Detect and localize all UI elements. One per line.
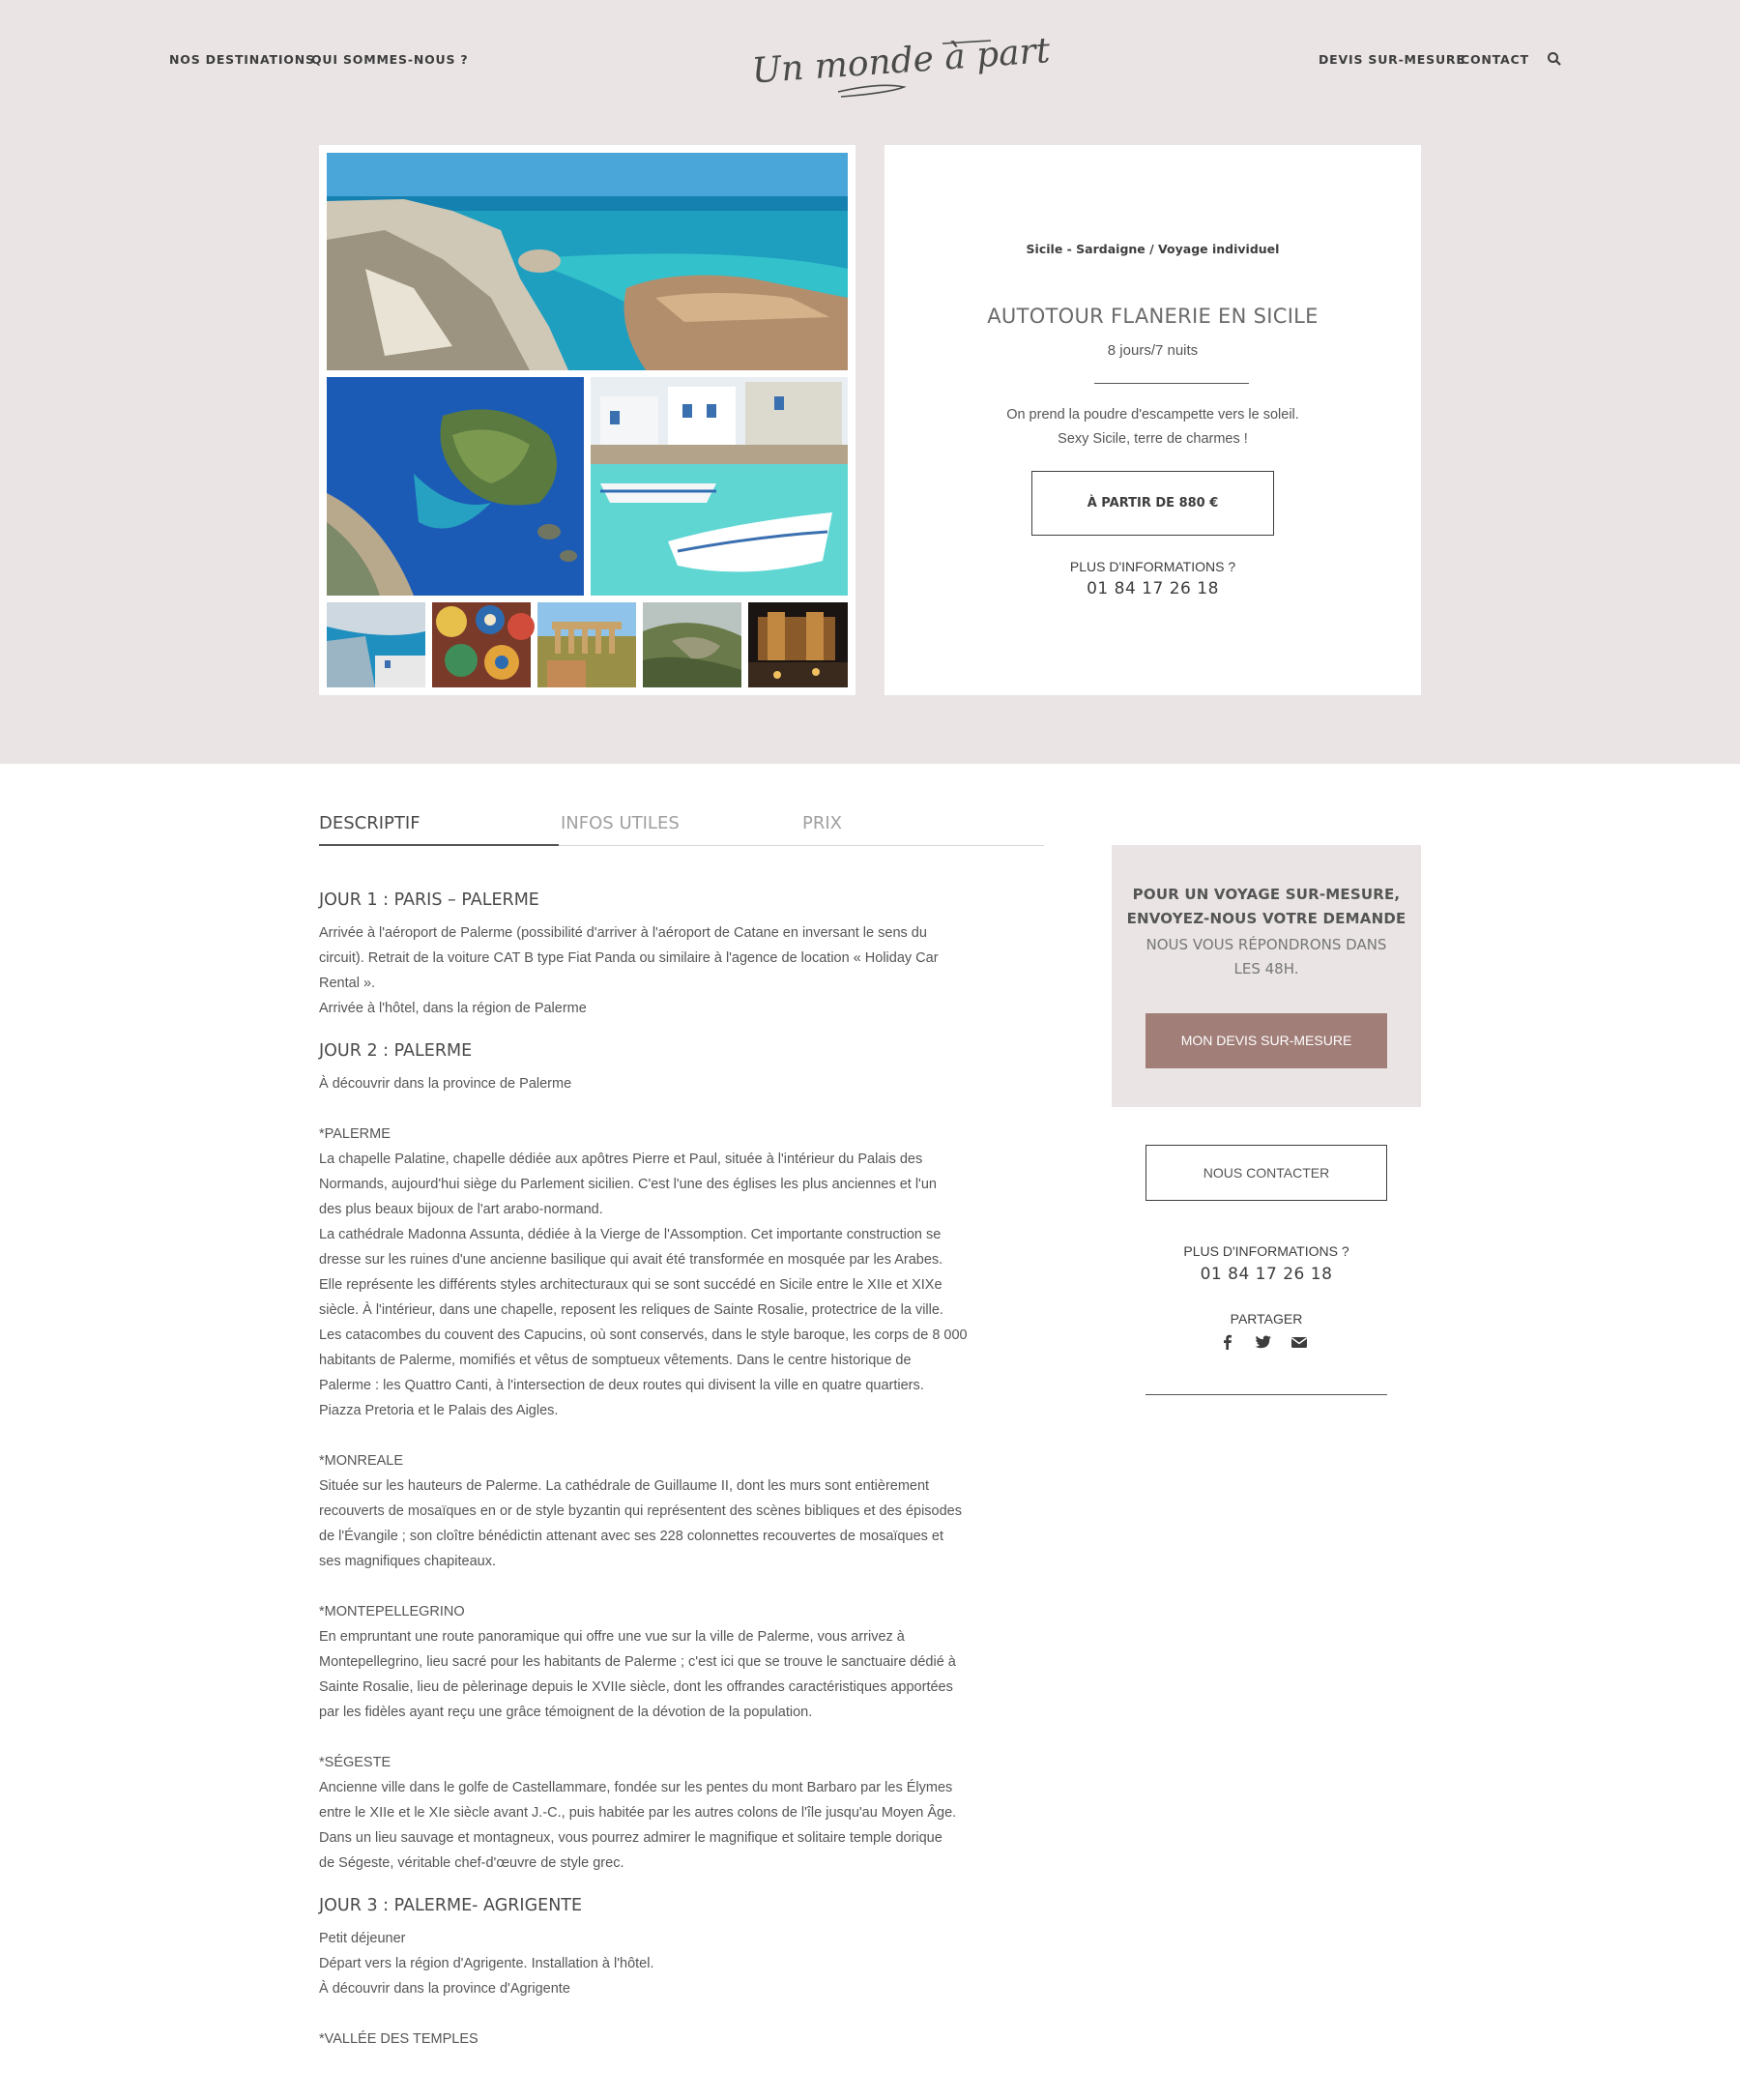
paragraph-line: de Ségeste, véritable chef-d'œuvre de style grec.: [319, 1855, 624, 1871]
search-icon[interactable]: [1546, 50, 1563, 68]
gallery-harbour-image[interactable]: [591, 377, 848, 596]
share-label: PARTAGER: [1230, 1311, 1303, 1327]
custom-quote-button[interactable]: MON DEVIS SUR-MESURE: [1146, 1013, 1387, 1068]
tab-infos-utiles[interactable]: INFOS UTILES: [561, 813, 680, 833]
sidebar-text-line-2: LES 48H.: [1233, 960, 1299, 977]
paragraph-line: habitants de Palerme, momifiés et vêtus de somptueux vêtements. Dans le centre historique de: [319, 1353, 912, 1368]
paragraph-line: Arrivée à l'aéroport de Palerme (possibilité d'arriver à l'aéroport de Catane en inversant le sens du: [319, 925, 927, 941]
more-info-label: PLUS D'INFORMATIONS ?: [1069, 559, 1236, 574]
paragraph-line: À découvrir dans la province d'Agrigente: [319, 1981, 570, 1997]
phone-number[interactable]: 01 84 17 26 18: [1087, 579, 1219, 598]
paragraph-line: dresse sur les ruines d'une ancienne basilique qui avait été transformée en mosquée par les Arabes.: [319, 1252, 943, 1268]
description-article: [319, 890, 1005, 2052]
gallery-thumb-4[interactable]: [643, 602, 741, 687]
paragraph-line: Arrivée à l'hôtel, dans la région de Palerme: [319, 1001, 587, 1016]
section-heading: *SÉGESTE: [319, 1755, 392, 1770]
svg-text:Un monde à part: Un monde à part: [750, 31, 1052, 92]
sidebar-phone-number[interactable]: 01 84 17 26 18: [1200, 1265, 1333, 1284]
paragraph-line: La cathédrale Madonna Assunta, dédiée à la Vierge de l'Assomption. Cet importante construction se: [319, 1227, 942, 1242]
active-tab-indicator: [319, 844, 559, 846]
contact-button[interactable]: NOUS CONTACTER: [1146, 1145, 1387, 1201]
day-1-title: JOUR 1 : PARIS – PALERME: [319, 890, 539, 910]
tagline-line-2: Sexy Sicile, terre de charmes !: [1058, 431, 1248, 447]
price-button[interactable]: À PARTIR DE 880 €: [1031, 471, 1274, 536]
paragraph-line: Dans un lieu sauvage et montagneux, vous pourrez admirer le magnifique et solitaire temple dorique: [319, 1830, 942, 1846]
paragraph-line: Petit déjeuner: [319, 1931, 406, 1946]
section-heading: *VALLÉE DES TEMPLES: [319, 2031, 478, 2047]
day-3-title: JOUR 3 : PALERME- AGRIGENTE: [319, 1896, 583, 1915]
logo-script: [744, 29, 1052, 106]
facebook-icon[interactable]: [1219, 1333, 1236, 1351]
paragraph-line: Elle représente les différents styles architecturaux qui se sont succédé en Sicile entre le XIIe et XIXe: [319, 1277, 942, 1293]
paragraph-line: À découvrir dans la province de Palerme: [319, 1076, 572, 1092]
trip-duration: 8 jours/7 nuits: [1107, 342, 1199, 359]
sidebar-heading-line-2: ENVOYEZ-NOUS VOTRE DEMANDE: [1126, 910, 1406, 927]
paragraph-line: En empruntant une route panoramique qui offre une vue sur la ville de Palerme, vous arrivez à: [319, 1629, 905, 1645]
gallery-island-image[interactable]: [327, 377, 584, 596]
sidebar-more-info: PLUS D'INFORMATIONS ?: [1183, 1243, 1349, 1259]
trip-info-card: [884, 145, 1421, 695]
tab-prix[interactable]: PRIX: [802, 813, 843, 833]
divider: [1094, 383, 1249, 384]
section-heading: *MONTEPELLEGRINO: [319, 1604, 465, 1619]
paragraph-line: ses magnifiques chapiteaux.: [319, 1554, 496, 1569]
tagline-line-1: On prend la poudre d'escampette vers le soleil.: [1006, 407, 1299, 423]
tab-descriptif[interactable]: DESCRIPTIF: [319, 813, 420, 833]
sidebar-heading-line-1: POUR UN VOYAGE SUR-MESURE,: [1132, 886, 1401, 903]
paragraph-line: entre le XIIe et le XIe siècle avant J.-C., puis habitée par les autres colons de l'île jusqu'au Moyen Âge.: [319, 1805, 957, 1821]
paragraph-line: Rental ».: [319, 976, 376, 991]
paragraph-line: par les fidèles ayant reçu une grâce témoignent de la dévotion de la population.: [319, 1705, 813, 1720]
gallery-main-image[interactable]: [327, 153, 848, 370]
photo-gallery: [319, 145, 856, 695]
paragraph-line: de l'Évangile ; son cloître bénédictin attenant avec ses 228 colonnettes recouvertes de mosaïques et: [319, 1529, 944, 1544]
paragraph-line: des plus beaux bijoux de l'art arabo-normand.: [319, 1202, 603, 1217]
section-heading: *MONREALE: [319, 1453, 404, 1469]
custom-quote-box: [1112, 845, 1421, 1107]
paragraph-line: Piazza Pretoria et le Palais des Aigles.: [319, 1403, 559, 1418]
paragraph-line: Normands, aujourd'hui siège du Parlement sicilien. C'est l'une des églises les plus anciennes et l'un: [319, 1177, 937, 1192]
trip-title: AUTOTOUR FLANERIE EN SICILE: [987, 305, 1319, 328]
breadcrumb[interactable]: Sicile - Sardaigne / Voyage individuel: [1026, 242, 1280, 256]
paragraph-line: Palerme : les Quattro Canti, à l'intersection de deux routes qui divisent la ville en quatre quartiers.: [319, 1378, 924, 1393]
gallery-thumb-5[interactable]: [748, 602, 848, 687]
paragraph-line: Située sur les hauteurs de Palerme. La cathédrale de Guillaume II, dont les murs sont entièrement: [319, 1478, 930, 1494]
nav-about[interactable]: QUI SOMMES-NOUS ?: [311, 52, 469, 67]
hero-section: [0, 0, 1740, 764]
paragraph-line: Montepellegrino, lieu sacré pour les habitants de Palerme ; c'est ici que se trouve le sanctuaire dédié à: [319, 1654, 956, 1670]
day-2-title: JOUR 2 : PALERME: [319, 1041, 473, 1061]
site-logo[interactable]: [744, 29, 1052, 106]
gallery-thumb-3[interactable]: [537, 602, 636, 687]
sidebar-divider: [1146, 1394, 1387, 1395]
envelope-icon[interactable]: [1290, 1333, 1308, 1351]
sidebar-text-line-1: NOUS VOUS RÉPONDRONS DANS: [1146, 936, 1387, 953]
paragraph-line: La chapelle Palatine, chapelle dédiée aux apôtres Pierre et Paul, située à l'intérieur du Palais des: [319, 1152, 923, 1167]
paragraph-line: Ancienne ville dans le golfe de Castellammare, fondée sur les pentes du mont Barbaro par les Élymes: [319, 1780, 953, 1795]
nav-destinations[interactable]: NOS DESTINATIONS: [169, 52, 315, 67]
paragraph-line: siècle. À l'intérieur, dans une chapelle, reposent les reliques de Sainte Rosalie, protectrice de la ville.: [319, 1302, 943, 1318]
gallery-thumb-2[interactable]: [432, 602, 531, 687]
twitter-icon[interactable]: [1255, 1333, 1272, 1351]
section-heading: *PALERME: [319, 1126, 391, 1142]
nav-custom-quote[interactable]: DEVIS SUR-MESURE: [1319, 52, 1465, 67]
paragraph-line: circuit). Retrait de la voiture CAT B type Fiat Panda ou similaire à l'agence de location « Holiday Car: [319, 950, 939, 966]
paragraph-line: Les catacombes du couvent des Capucins, où sont conservés, dans le style baroque, les corps de 8 000: [319, 1327, 968, 1343]
paragraph-line: Sainte Rosalie, lieu de pèlerinage depuis le XVIIe siècle, dont les offrandes caractéristiques apportées: [319, 1679, 953, 1695]
paragraph-line: Départ vers la région d'Agrigente. Installation à l'hôtel.: [319, 1956, 654, 1971]
gallery-thumb-1[interactable]: [327, 602, 425, 687]
nav-contact[interactable]: CONTACT: [1461, 52, 1529, 67]
paragraph-line: recouverts de mosaïques en or de style byzantin qui représentent des scènes bibliques et des épisodes: [319, 1503, 962, 1519]
